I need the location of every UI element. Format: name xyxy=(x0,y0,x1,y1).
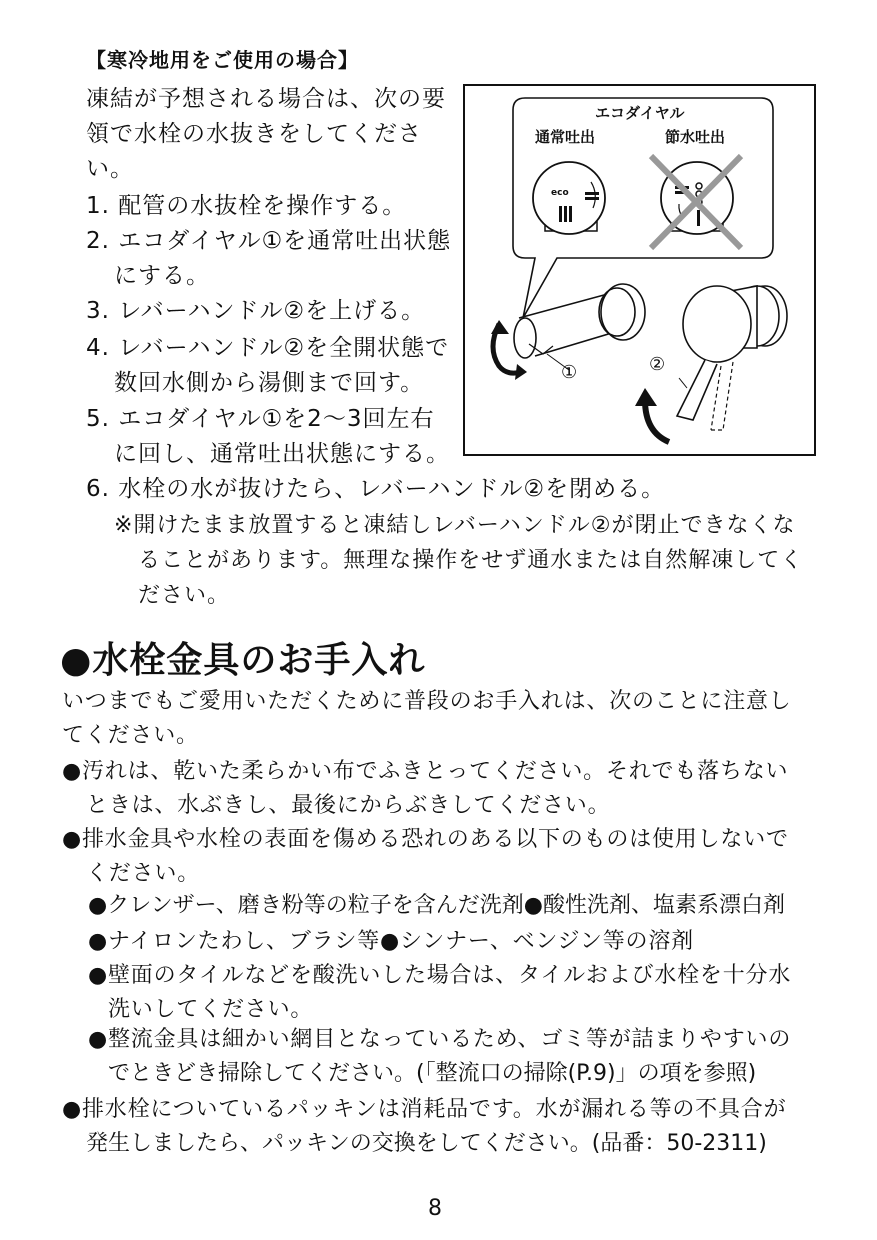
care-intro-line-2: てください。 xyxy=(62,723,199,748)
care-bullet-3-line-2: 発生しましたら、パッキンの交換をしてください。(品番：50-2311) xyxy=(86,1131,767,1156)
care-sub-bullet-2: ●ナイロンたわし、ブラシ等●シンナー、ベンジン等の溶剤 xyxy=(88,929,694,954)
note-line-2: ることがあります。無理な操作をせず通水または自然解凍してく xyxy=(138,548,804,573)
marker-1: ① xyxy=(561,362,578,383)
care-bullet-3-line-1: ●排水栓についているパッキンは消耗品です。水が漏れる等の不具合が xyxy=(62,1097,787,1122)
note-line-3: ださい。 xyxy=(138,583,231,608)
note-line-1: ※開けたまま放置すると凍結しレバーハンドル②が閉止できなくな xyxy=(114,513,796,538)
step-3: 3. レバーハンドル②を上げる。 xyxy=(86,298,426,324)
dial-eco-text: eco xyxy=(551,188,569,198)
section-heading-care: ●水栓金具のお手入れ xyxy=(60,640,426,681)
step-4-line-2: 数回水側から湯側まで回す。 xyxy=(114,370,425,396)
care-bullet-1-line-1: ●汚れは、乾いた柔らかい布でふきとってください。それでも落ちない xyxy=(62,759,789,784)
step-6: 6. 水栓の水が抜けたら、レバーハンドル②を閉める。 xyxy=(86,476,666,502)
care-bullet-1-line-2: ときは、水ぶきし、最後にからぶきしてください。 xyxy=(86,793,611,818)
faucet-illustration xyxy=(463,84,816,456)
step-2-line-1: 2. エコダイヤル①を通常吐出状態 xyxy=(86,228,452,254)
step-5-line-2: に回し、通常吐出状態にする。 xyxy=(114,441,450,467)
lever-up-arrow-icon xyxy=(635,388,669,442)
care-intro-line-1: いつまでもご愛用いただくために普段のお手入れは、次のことに注意し xyxy=(62,689,792,714)
care-sub-bullet-3-line-1: ●壁面のタイルなどを酸洗いした場合は、タイルおよび水栓を十分水 xyxy=(88,963,792,988)
intro-line-2: 領で水栓の水抜きをしてくださ xyxy=(86,121,422,147)
normal-discharge-label: 通常吐出 xyxy=(535,128,596,146)
faucet-drawing xyxy=(465,86,814,454)
page-number: 8 xyxy=(428,1196,442,1221)
step-2-line-2: にする。 xyxy=(114,263,210,289)
lever-faucet xyxy=(677,286,787,430)
care-sub-bullet-3-line-2: 洗いしてください。 xyxy=(108,997,314,1022)
step-4-line-1: 4. レバーハンドル②を全開状態で xyxy=(86,335,450,361)
care-bullet-2-line-2: ください。 xyxy=(86,861,201,886)
care-sub-bullet-4-line-2: でときどき掃除してください。(「整流口の掃除(P.9)」の項を参照) xyxy=(108,1061,757,1086)
leader-line-2 xyxy=(679,378,687,388)
care-sub-bullet-1: ●クレンザー、磨き粉等の粒子を含んだ洗剤●酸性洗剤、塩素系漂白剤 xyxy=(88,893,785,918)
step-5-line-1: 5. エコダイヤル①を2～3回左右 xyxy=(86,406,435,432)
intro-line-3: い。 xyxy=(86,156,134,182)
step-1: 1. 配管の水抜栓を操作する。 xyxy=(86,193,407,219)
intro-line-1: 凍結が予想される場合は、次の要 xyxy=(86,86,446,112)
care-bullet-2-line-1: ●排水金具や水栓の表面を傷める恐れのある以下のものは使用しないで xyxy=(62,827,789,852)
care-sub-bullet-4-line-1: ●整流金具は細かい網目となっているため、ゴミ等が詰まりやすいの xyxy=(88,1027,792,1052)
callout-title: エコダイヤル xyxy=(595,104,685,122)
marker-2: ② xyxy=(649,354,666,375)
section-heading-cold-region: 【寒冷地用をご使用の場合】 xyxy=(86,48,359,72)
saving-discharge-label: 節水吐出 xyxy=(665,128,726,146)
dial-normal-icon xyxy=(533,162,605,234)
